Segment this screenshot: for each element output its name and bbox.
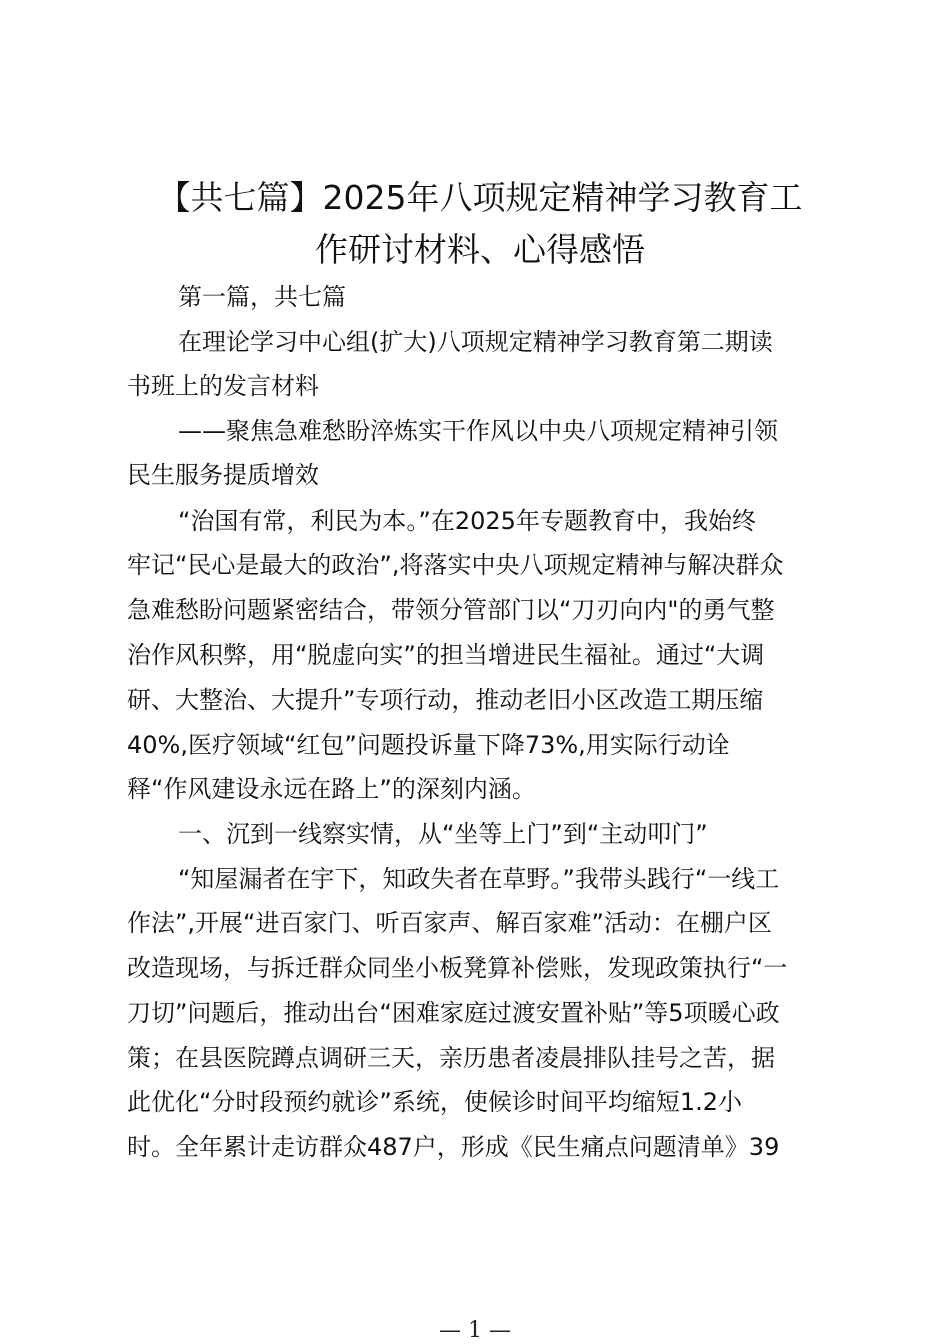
section-label: 第一篇，共七篇 — [178, 283, 346, 311]
page-number: — 1 — — [439, 1318, 511, 1343]
theme-line-1: ——聚焦急难愁盼淬炼实干作风以中央八项规定精神引领 — [178, 417, 778, 445]
intro-line-7: 释“作风建设永远在路上”的深刻内涵。 — [127, 775, 536, 803]
section-heading: 一、沉到一线察实情，从“坐等上门”到“主动叩门” — [178, 820, 708, 848]
intro-line-4: 治作风积弊，用“脱虚向实”的担当增进民生福祉。通过“大调 — [127, 641, 765, 669]
subtitle-line-2: 书班上的发言材料 — [127, 372, 319, 400]
title-line-1: 【共七篇】2025年八项规定精神学习教育工 — [157, 178, 803, 217]
intro-line-1: “治国有常，利民为本。”在2025年专题教育中，我始终 — [178, 507, 756, 535]
intro-line-3: 急难愁盼问题紧密结合，带领分管部门以“刀刃向内"的勇气整 — [127, 596, 775, 624]
document-title — [120, 172, 840, 276]
title-line-2: 作研讨材料、心得感悟 — [315, 230, 645, 269]
intro-line-2: 牢记“民心是最大的政治”,将落实中央八项规定精神与解决群众 — [127, 551, 784, 579]
theme-line-2: 民生服务提质增效 — [127, 461, 319, 489]
subtitle-line-1: 在理论学习中心组(扩大)八项规定精神学习教育第二期读 — [178, 328, 773, 356]
intro-line-6: 40%,医疗领域“红包”问题投诉量下降73%,用实际行动诠 — [127, 731, 730, 759]
body-line-4: 刀切”问题后，推动出台“困难家庭过渡安置补贴”等5项暖心政 — [127, 999, 780, 1027]
intro-line-5: 研、大整治、大提升”专项行动，推动老旧小区改造工期压缩 — [127, 686, 764, 714]
body-line-1: “知屋漏者在宇下，知政失者在草野。”我带头践行“一线工 — [178, 865, 780, 893]
body-line-7: 时。全年累计走访群众487户，形成《民生痛点问题清单》39 — [127, 1133, 780, 1161]
body-line-3: 改造现场，与拆迁群众同坐小板凳算补偿账，发现政策执行“一 — [127, 954, 788, 982]
body-line-2: 作法”,开展“进百家门、听百家声、解百家难”活动：在棚户区 — [127, 909, 772, 937]
body-line-5: 策；在县医院蹲点调研三天，亲历患者凌晨排队挂号之苦，据 — [127, 1044, 775, 1072]
body-line-6: 此优化“分时段预约就诊”系统，使候诊时间平均缩短1.2小 — [127, 1088, 743, 1116]
